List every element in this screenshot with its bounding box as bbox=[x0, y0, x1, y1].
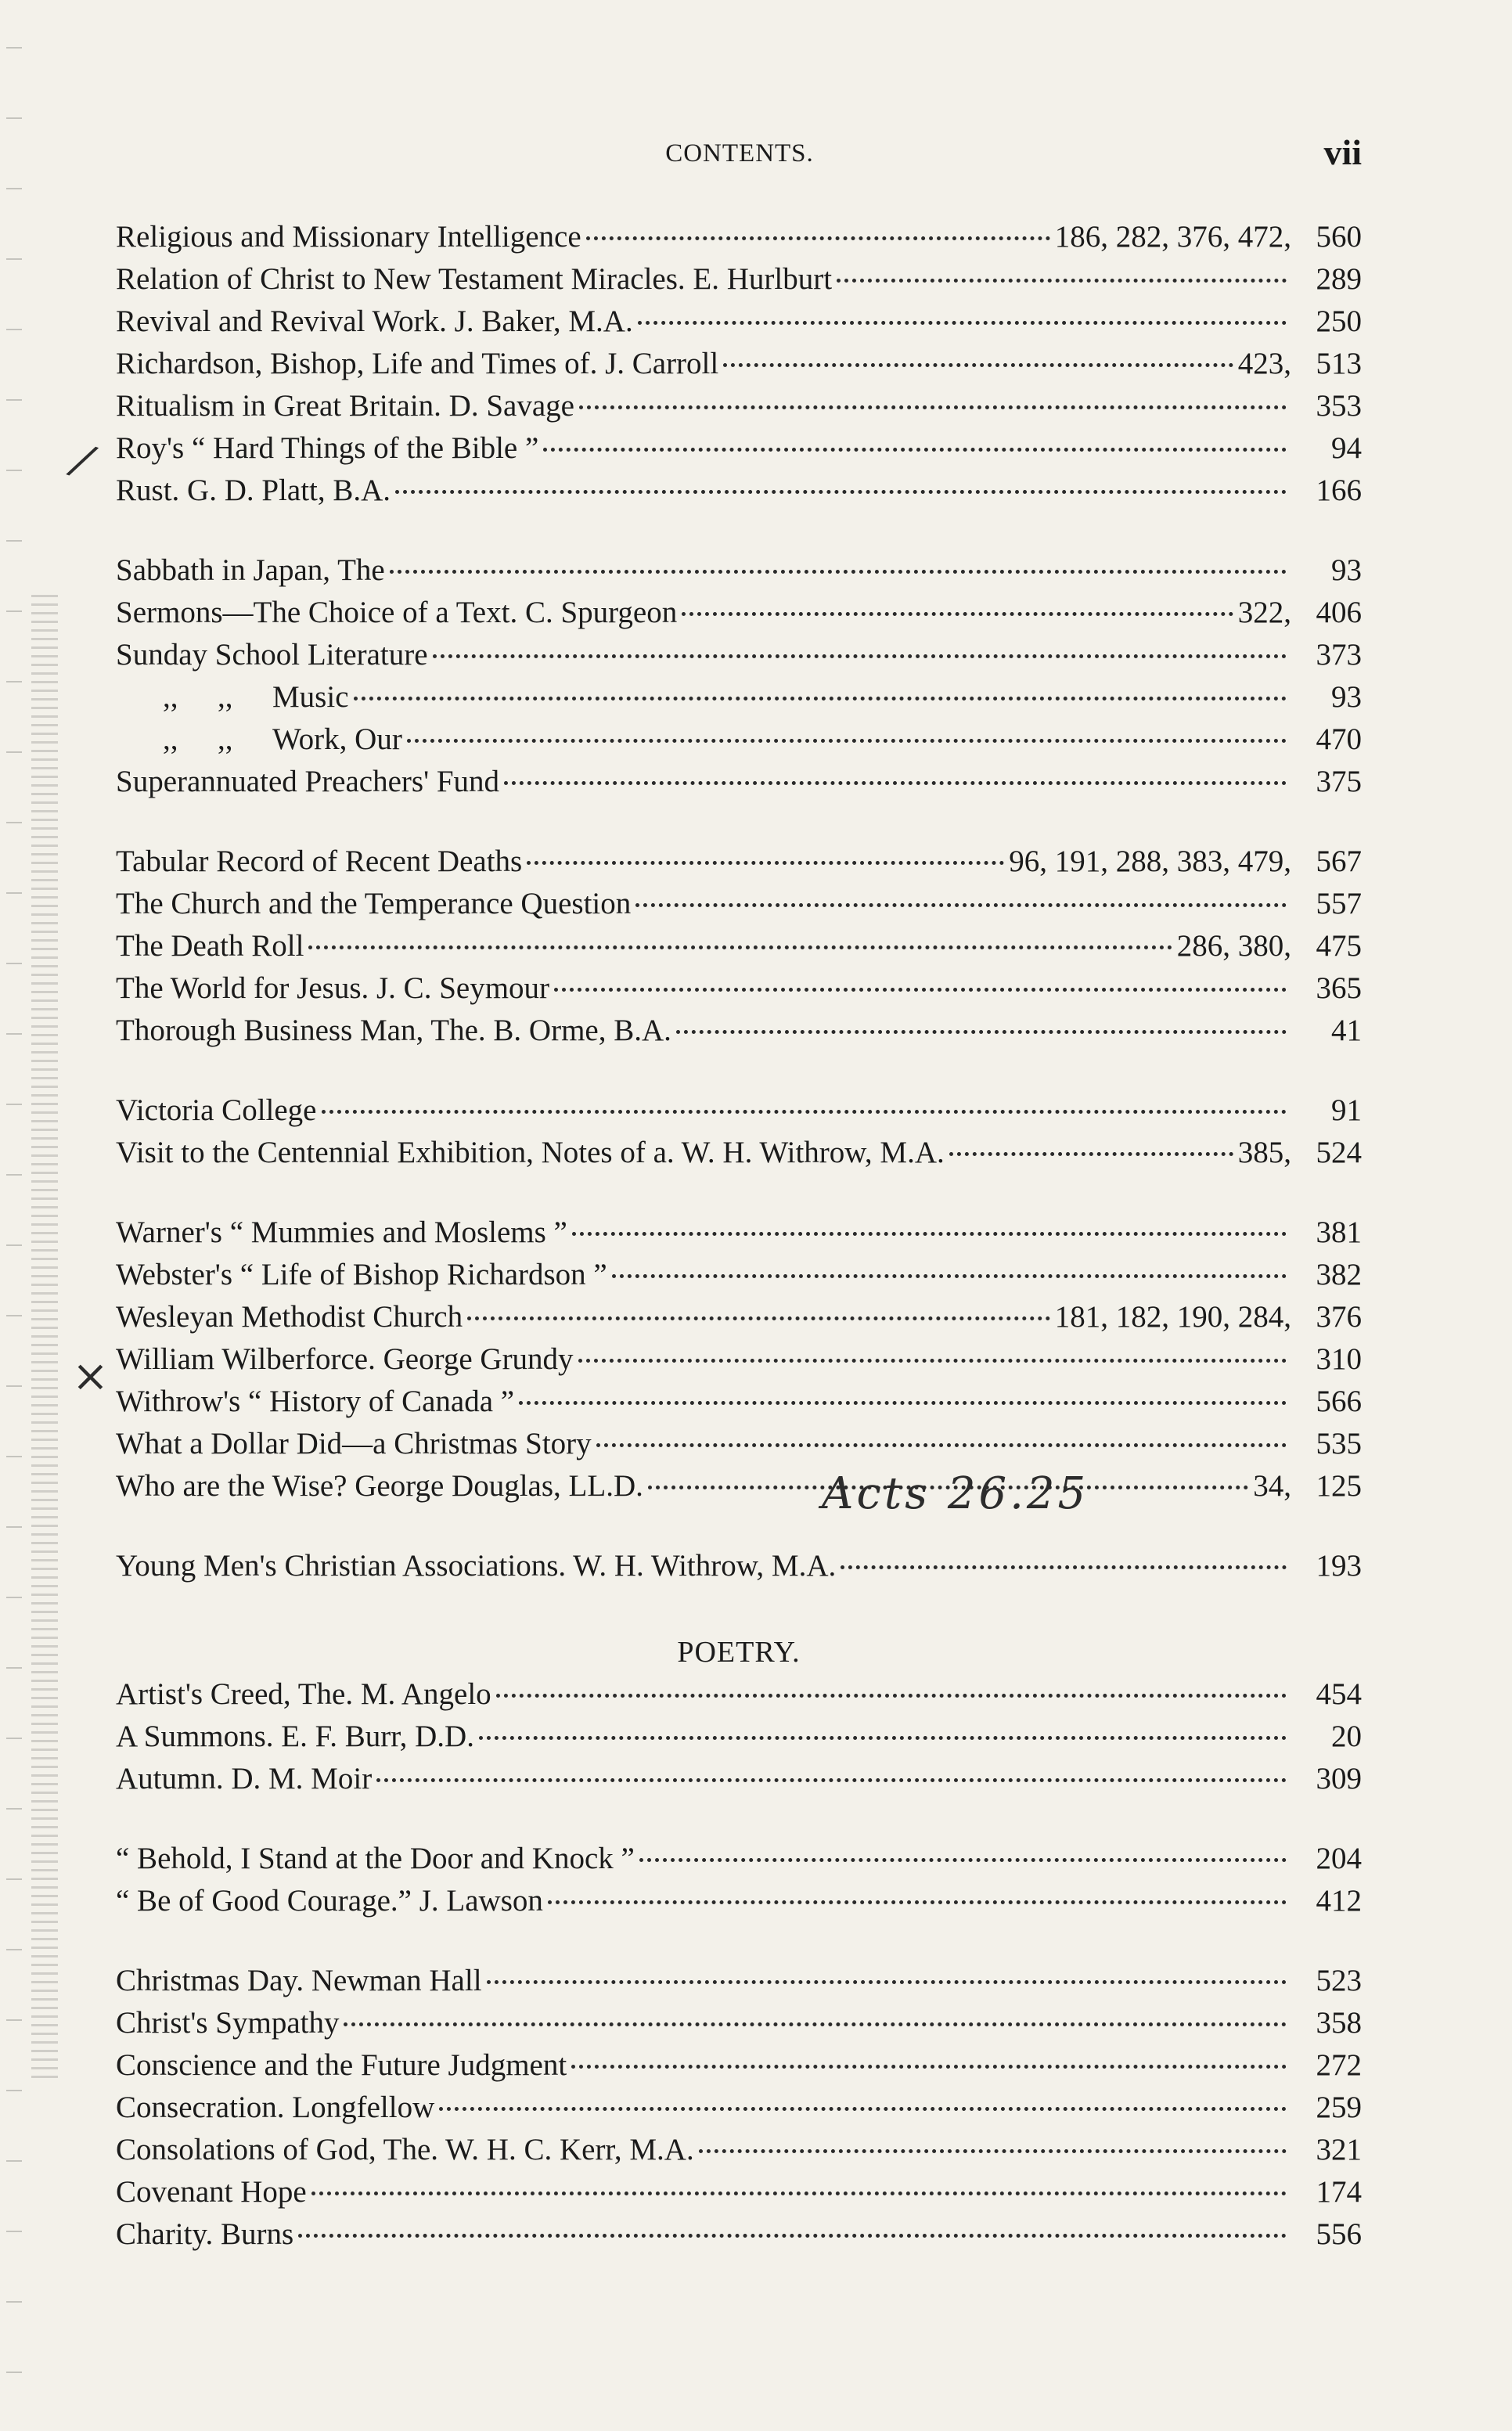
toc-entry bbox=[116, 1296, 1362, 1338]
toc-entry bbox=[116, 2087, 1362, 2129]
page-ref: 166 bbox=[1316, 474, 1362, 507]
running-header bbox=[117, 131, 1362, 178]
entry-title bbox=[116, 1465, 643, 1507]
toc-entry bbox=[116, 1338, 1362, 1381]
entry-text: Who are the Wise? George Douglas, LL.D. bbox=[116, 1469, 643, 1503]
entry-text: Sunday School Literature bbox=[116, 638, 428, 672]
entry-title bbox=[116, 385, 574, 427]
entry-text: Webster's “ Life of Bishop Richardson ” bbox=[116, 1258, 607, 1291]
section-gap bbox=[116, 1507, 1362, 1545]
toc-entry bbox=[116, 967, 1362, 1010]
toc-entry bbox=[116, 1381, 1362, 1423]
toc-entry bbox=[116, 1838, 1362, 1880]
dot-leader bbox=[572, 1232, 1287, 1236]
handwritten-note: Acts 26.25 bbox=[822, 1468, 1089, 1519]
entry-title bbox=[116, 1758, 372, 1800]
ditto-mark: ,, bbox=[218, 722, 233, 756]
toc-entry bbox=[116, 1010, 1362, 1052]
page-ref: 250 bbox=[1316, 304, 1362, 338]
dot-leader bbox=[596, 1443, 1287, 1447]
toc-entry bbox=[116, 883, 1362, 925]
toc-entry bbox=[116, 1254, 1362, 1296]
additional-pages: 186, 282, 376, 472, bbox=[1054, 220, 1291, 254]
entry-text: The World for Jesus. J. C. Seymour bbox=[116, 971, 550, 1005]
entry-text: Consecration. Longfellow bbox=[116, 2091, 435, 2124]
page-ref: 91 bbox=[1331, 1093, 1362, 1127]
toc-entry bbox=[116, 1716, 1362, 1758]
dot-leader bbox=[578, 1359, 1287, 1363]
entry-text: “ Be of Good Courage.” J. Lawson bbox=[116, 1884, 543, 1918]
page-ref: 353 bbox=[1316, 389, 1362, 423]
entry-title bbox=[116, 1423, 592, 1465]
entry-title bbox=[116, 1089, 317, 1132]
section-gap bbox=[116, 1800, 1362, 1838]
entry-text: Conscience and the Future Judgment bbox=[116, 2048, 567, 2082]
dot-leader bbox=[949, 1152, 1233, 1156]
toc-entry bbox=[116, 1212, 1362, 1254]
dot-leader bbox=[311, 2192, 1287, 2195]
dot-leader bbox=[548, 1900, 1287, 1904]
page-ref: 412 bbox=[1316, 1884, 1362, 1918]
dot-leader bbox=[527, 861, 1004, 865]
page-number: vii bbox=[1323, 132, 1362, 172]
dot-leader bbox=[354, 697, 1287, 700]
entry-text: William Wilberforce. George Grundy bbox=[116, 1342, 574, 1376]
dot-leader bbox=[571, 2065, 1287, 2069]
page-ref: 365 bbox=[1316, 971, 1362, 1005]
entry-title bbox=[116, 301, 633, 343]
poetry-heading: POETRY. bbox=[677, 1636, 801, 1669]
entry-title bbox=[116, 549, 385, 592]
entry-text: Work, Our bbox=[272, 722, 402, 756]
entry-text: Warner's “ Mummies and Moslems ” bbox=[116, 1216, 567, 1249]
entry-title bbox=[116, 761, 499, 803]
entry-title bbox=[116, 1673, 491, 1716]
entry-title bbox=[116, 1838, 635, 1880]
toc-entry bbox=[116, 2171, 1362, 2213]
entry-title bbox=[116, 470, 391, 512]
entry-title bbox=[116, 1880, 543, 1922]
entry-text: Wesleyan Methodist Church bbox=[116, 1300, 463, 1334]
toc-entry bbox=[116, 718, 1362, 761]
toc-entry bbox=[116, 385, 1362, 427]
entry-title bbox=[116, 883, 631, 925]
entry-text: Artist's Creed, The. M. Angelo bbox=[116, 1677, 491, 1711]
entry-text: Revival and Revival Work. J. Baker, M.A. bbox=[116, 304, 633, 338]
dot-leader bbox=[322, 1110, 1287, 1114]
toc-entry bbox=[116, 761, 1362, 803]
dot-leader bbox=[390, 570, 1287, 574]
page-ref: 125 bbox=[1316, 1469, 1362, 1503]
ditto-mark: ,, bbox=[163, 680, 178, 714]
toc-entry bbox=[116, 2129, 1362, 2171]
dot-leader bbox=[638, 321, 1287, 325]
page-ref: 309 bbox=[1316, 1762, 1362, 1795]
ditto-mark: ,, bbox=[218, 680, 233, 714]
page-ref: 373 bbox=[1316, 638, 1362, 672]
entry-title bbox=[116, 718, 402, 761]
section-gap bbox=[116, 1174, 1362, 1212]
entry-title bbox=[116, 2213, 293, 2256]
toc-entry bbox=[116, 2213, 1362, 2256]
entry-title bbox=[116, 2002, 339, 2044]
page-ref: 535 bbox=[1316, 1427, 1362, 1460]
dot-leader bbox=[376, 1778, 1287, 1782]
toc-entry bbox=[116, 1545, 1362, 1587]
section-gap bbox=[116, 1587, 1362, 1625]
additional-pages: 96, 191, 288, 383, 479, bbox=[1009, 845, 1291, 878]
pencil-slash-mark: / bbox=[67, 434, 99, 488]
dot-leader bbox=[639, 1858, 1287, 1862]
toc-entry bbox=[116, 427, 1362, 470]
toc-entry bbox=[116, 1132, 1362, 1174]
toc-entry bbox=[116, 1673, 1362, 1716]
page-ref: 321 bbox=[1316, 2133, 1362, 2166]
entry-title bbox=[116, 2171, 307, 2213]
dot-leader bbox=[407, 739, 1287, 743]
contents-list bbox=[116, 216, 1362, 2256]
ditto-mark: ,, bbox=[163, 722, 178, 756]
entry-text: Roy's “ Hard Things of the Bible ” bbox=[116, 431, 539, 465]
dot-leader bbox=[554, 988, 1287, 992]
entry-title bbox=[116, 2087, 434, 2129]
page-ref: 94 bbox=[1331, 431, 1362, 465]
dot-leader bbox=[543, 448, 1287, 452]
entry-text: The Church and the Temperance Question bbox=[116, 887, 632, 920]
toc-entry bbox=[116, 841, 1362, 883]
entry-title bbox=[116, 2044, 567, 2087]
entry-text: Autumn. D. M. Moir bbox=[116, 1762, 373, 1795]
dot-leader bbox=[612, 1274, 1287, 1278]
entry-text: The Death Roll bbox=[116, 929, 304, 963]
page-ref: 567 bbox=[1316, 845, 1362, 878]
entry-text: Ritualism in Great Britain. D. Savage bbox=[116, 389, 574, 423]
entry-title bbox=[116, 1716, 474, 1758]
entry-title bbox=[116, 925, 304, 967]
additional-pages: 181, 182, 190, 284, bbox=[1054, 1300, 1291, 1334]
entry-text: Sermons—The Choice of a Text. C. Spurgeon bbox=[116, 596, 678, 629]
toc-entry bbox=[116, 1880, 1362, 1922]
toc-entry bbox=[116, 592, 1362, 634]
page-ref: 557 bbox=[1316, 887, 1362, 920]
section-gap bbox=[116, 512, 1362, 549]
toc-entry bbox=[116, 634, 1362, 676]
entry-title bbox=[116, 592, 677, 634]
entry-text: Relation of Christ to New Testament Miracles. E. Hurlburt bbox=[116, 262, 833, 296]
toc-entry bbox=[116, 1089, 1362, 1132]
entry-text: Christ's Sympathy bbox=[116, 2006, 340, 2040]
page-ref: 376 bbox=[1316, 1300, 1362, 1334]
page-ref: 556 bbox=[1316, 2217, 1362, 2251]
entry-text: Charity. Burns bbox=[116, 2217, 294, 2251]
entry-title bbox=[116, 841, 522, 883]
entry-text: Consolations of God, The. W. H. C. Kerr, M.A. bbox=[116, 2133, 694, 2166]
entry-title bbox=[116, 258, 832, 301]
toc-entry bbox=[116, 1960, 1362, 2002]
page-title: CONTENTS. bbox=[665, 139, 814, 167]
entry-text: Withrow's “ History of Canada ” bbox=[116, 1385, 515, 1418]
entry-text: Christmas Day. Newman Hall bbox=[116, 1964, 482, 1997]
dot-leader bbox=[298, 2234, 1287, 2238]
entry-title bbox=[116, 967, 549, 1010]
dot-leader bbox=[841, 1565, 1287, 1569]
section-gap bbox=[116, 1052, 1362, 1089]
page-ref: 524 bbox=[1316, 1136, 1362, 1169]
entry-text: Sabbath in Japan, The bbox=[116, 553, 385, 587]
dot-leader bbox=[699, 2149, 1287, 2153]
dot-leader bbox=[344, 2022, 1287, 2026]
dot-leader bbox=[487, 1980, 1287, 1984]
section-gap bbox=[116, 803, 1362, 841]
page-ref: 566 bbox=[1316, 1385, 1362, 1418]
entry-title bbox=[116, 1132, 945, 1174]
entry-title bbox=[116, 634, 428, 676]
dot-leader bbox=[395, 490, 1287, 494]
page-ref: 358 bbox=[1316, 2006, 1362, 2040]
page-ref: 560 bbox=[1316, 220, 1362, 254]
dot-leader bbox=[467, 1316, 1050, 1320]
dot-leader bbox=[308, 945, 1172, 949]
toc-entry bbox=[116, 216, 1362, 258]
toc-entry bbox=[116, 1758, 1362, 1800]
toc-entry bbox=[116, 301, 1362, 343]
page-ref: 406 bbox=[1316, 596, 1362, 629]
page-ref: 272 bbox=[1316, 2048, 1362, 2082]
toc-entry bbox=[116, 343, 1362, 385]
page-ref: 381 bbox=[1316, 1216, 1362, 1249]
toc-entry bbox=[116, 676, 1362, 718]
page-ref: 475 bbox=[1316, 929, 1362, 963]
page-ref: 310 bbox=[1316, 1342, 1362, 1376]
entry-title bbox=[116, 1254, 607, 1296]
page-ref: 375 bbox=[1316, 765, 1362, 798]
toc-entry bbox=[116, 549, 1362, 592]
dot-leader bbox=[504, 781, 1287, 785]
dot-leader bbox=[635, 903, 1287, 907]
page-ref: 20 bbox=[1331, 1720, 1362, 1753]
dot-leader bbox=[579, 405, 1287, 409]
entry-text: Victoria College bbox=[116, 1093, 317, 1127]
entry-text: Tabular Record of Recent Deaths bbox=[116, 845, 523, 878]
dot-leader bbox=[439, 2107, 1287, 2111]
toc-entry bbox=[116, 1465, 1362, 1507]
entry-text: What a Dollar Did—a Christmas Story bbox=[116, 1427, 592, 1460]
additional-pages: 286, 380, bbox=[1176, 929, 1291, 963]
entry-title bbox=[116, 1212, 567, 1254]
entry-text: Visit to the Centennial Exhibition, Notes of a. W. H. Withrow, M.A. bbox=[116, 1136, 945, 1169]
entry-title bbox=[116, 1338, 574, 1381]
entry-title bbox=[116, 216, 581, 258]
entry-title bbox=[116, 1296, 463, 1338]
page-ref: 454 bbox=[1316, 1677, 1362, 1711]
dot-leader bbox=[837, 279, 1287, 283]
pencil-x-mark: × bbox=[72, 1351, 109, 1402]
toc-entry bbox=[116, 925, 1362, 967]
entry-title bbox=[116, 1010, 671, 1052]
entry-title bbox=[116, 1960, 482, 2002]
entry-title bbox=[116, 343, 718, 385]
dot-leader bbox=[433, 654, 1287, 658]
entry-text: Thorough Business Man, The. B. Orme, B.A. bbox=[116, 1014, 671, 1047]
section-gap bbox=[116, 1922, 1362, 1960]
entry-text: Music bbox=[272, 680, 349, 714]
page-ref: 289 bbox=[1316, 262, 1362, 296]
entry-title bbox=[116, 1545, 836, 1587]
binding-stitching bbox=[31, 595, 58, 2082]
dot-leader bbox=[723, 363, 1233, 367]
page-ref: 382 bbox=[1316, 1258, 1362, 1291]
toc-entry bbox=[116, 2002, 1362, 2044]
entry-text: Covenant Hope bbox=[116, 2175, 307, 2209]
entry-text: Religious and Missionary Intelligence bbox=[116, 220, 581, 254]
entry-text: Richardson, Bishop, Life and Times of. J. Carroll bbox=[116, 347, 719, 380]
additional-pages: 34, bbox=[1253, 1469, 1291, 1503]
entry-text: A Summons. E. F. Burr, D.D. bbox=[116, 1720, 474, 1753]
toc-entry bbox=[116, 2044, 1362, 2087]
dot-leader bbox=[676, 1030, 1287, 1034]
entry-title bbox=[116, 2129, 694, 2171]
additional-pages: 322, bbox=[1237, 596, 1291, 629]
page-ref: 523 bbox=[1316, 1964, 1362, 1997]
page-ref: 513 bbox=[1316, 347, 1362, 380]
entry-text: Rust. G. D. Platt, B.A. bbox=[116, 474, 391, 507]
page-ref: 41 bbox=[1331, 1014, 1362, 1047]
page-ref: 470 bbox=[1316, 722, 1362, 756]
dot-leader bbox=[586, 236, 1050, 240]
page-ref: 204 bbox=[1316, 1842, 1362, 1875]
page-ref: 93 bbox=[1331, 553, 1362, 587]
entry-title bbox=[116, 676, 349, 718]
toc-entry bbox=[116, 258, 1362, 301]
page-ref: 259 bbox=[1316, 2091, 1362, 2124]
page-ref: 174 bbox=[1316, 2175, 1362, 2209]
entry-text: Young Men's Christian Associations. W. H. Withrow, M.A. bbox=[116, 1549, 837, 1583]
entry-text: Superannuated Preachers' Fund bbox=[116, 765, 500, 798]
entry-title bbox=[116, 427, 538, 470]
entry-text: “ Behold, I Stand at the Door and Knock ” bbox=[116, 1842, 635, 1875]
toc-entry bbox=[116, 470, 1362, 512]
dot-leader bbox=[496, 1694, 1287, 1698]
toc-entry bbox=[116, 1423, 1362, 1465]
entry-title bbox=[116, 1381, 514, 1423]
dot-leader bbox=[682, 612, 1233, 616]
additional-pages: 385, bbox=[1237, 1136, 1291, 1169]
page-ref: 193 bbox=[1316, 1549, 1362, 1583]
binding-edge bbox=[6, 47, 22, 2395]
dot-leader bbox=[479, 1736, 1287, 1740]
additional-pages: 423, bbox=[1237, 347, 1291, 380]
page-ref: 93 bbox=[1331, 680, 1362, 714]
dot-leader bbox=[519, 1401, 1287, 1405]
